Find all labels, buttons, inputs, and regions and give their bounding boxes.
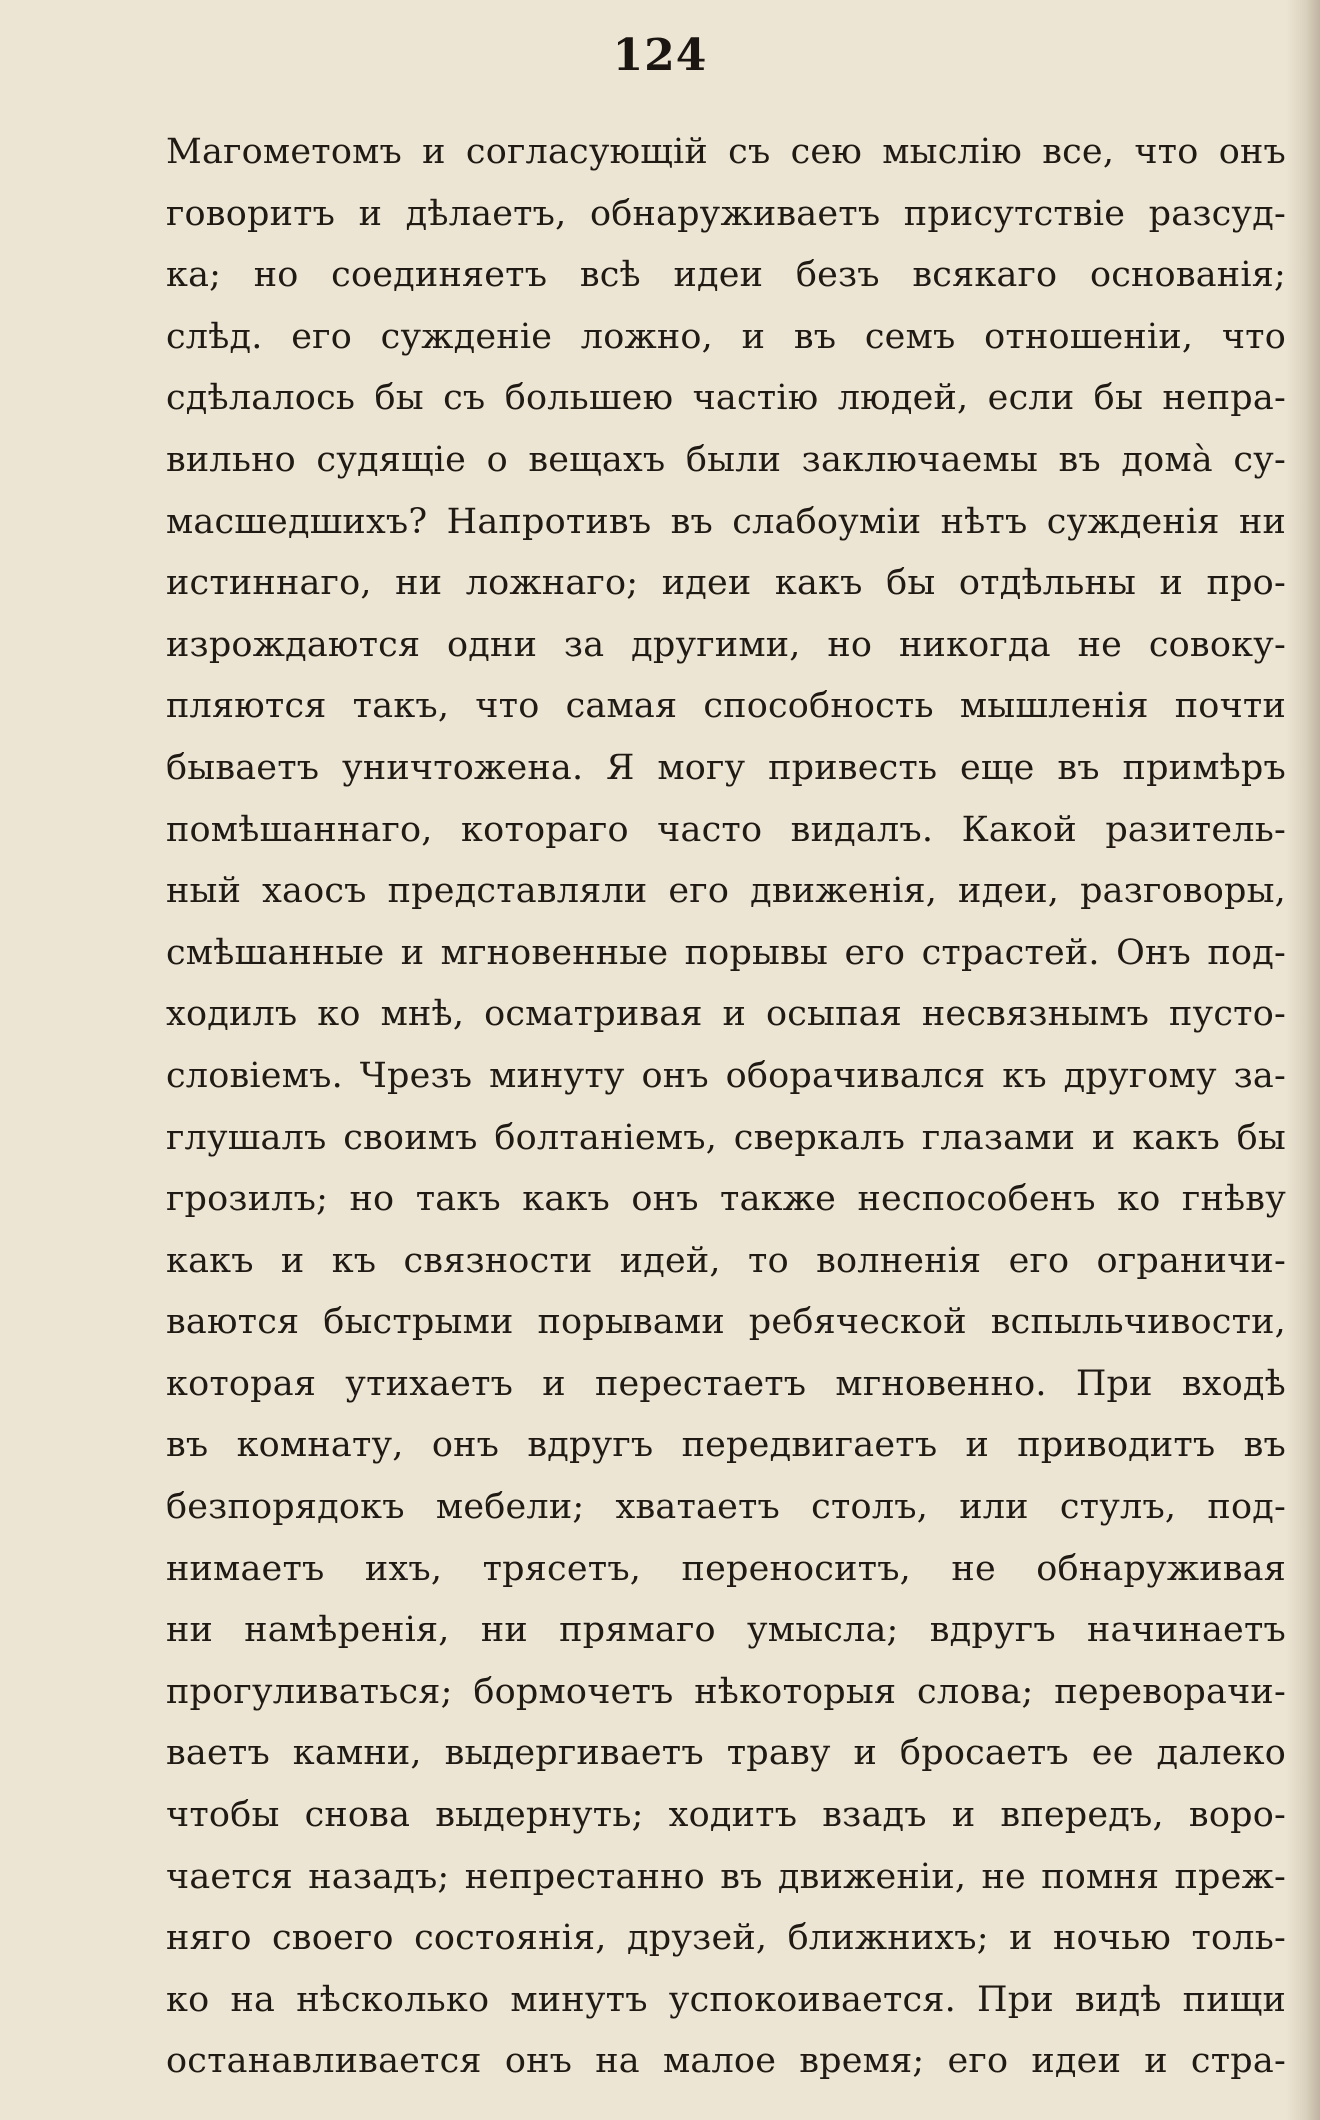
text-line: няго своего состоянія, друзей, ближнихъ; и ночью толь- xyxy=(166,1918,1286,1959)
text-line: масшедшихъ? Напротивъ въ слабоуміи нѣтъ сужденія ни xyxy=(166,501,1286,542)
text-line: Магометомъ и согласующій съ сею мыслію все, что онъ xyxy=(166,132,1286,172)
text-line: ваются быстрыми порывами ребяческой вспыльчивости, xyxy=(166,1302,1286,1343)
text-line: въ комнату, онъ вдругъ передвигаетъ и приводитъ въ xyxy=(166,1425,1286,1466)
text-line: изрождаются одни за другими, но никогда не совоку- xyxy=(166,624,1286,665)
text-line: глушалъ своимъ болтаніемъ, сверкалъ глазами и какъ бы xyxy=(166,1117,1286,1158)
text-line: вильно судящіе о вещахъ были заключаемы въ домà су- xyxy=(166,439,1286,480)
text-line: чтобы снова выдернуть; ходитъ взадъ и впередъ, воро- xyxy=(166,1795,1286,1836)
text-line: пляются такъ, что самая способность мышленія почти xyxy=(166,686,1286,727)
text-line: безпорядокъ мебели; хватаетъ столъ, или стулъ, под- xyxy=(166,1487,1286,1528)
text-line: чается назадъ; непрестанно въ движеніи, не помня преж- xyxy=(166,1856,1286,1897)
text-line: ходилъ ко мнѣ, осматривая и осыпая несвязнымъ пусто- xyxy=(166,994,1286,1035)
text-line: какъ и къ связности идей, то волненія его ограничи- xyxy=(166,1240,1286,1281)
text-line: слѣд. его сужденіе ложно, и въ семъ отношеніи, что xyxy=(166,316,1286,357)
text-line: ка; но соединяетъ всѣ идеи безъ всякаго основанія; xyxy=(166,255,1286,296)
text-line: помѣшаннаго, котораго часто видалъ. Какой разитель- xyxy=(166,809,1286,850)
text-line: сдѣлалось бы съ большею частію людей, если бы непра- xyxy=(166,378,1286,419)
body-text xyxy=(166,122,1286,2093)
text-line: грозилъ; но такъ какъ онъ также неспособенъ ко гнѣву xyxy=(166,1179,1286,1220)
text-line: которая утихаетъ и перестаетъ мгновенно. При входѣ xyxy=(166,1363,1286,1404)
page-edge-shadow xyxy=(1286,0,1320,2120)
text-line: ный хаосъ представляли его движенія, идеи, разговоры, xyxy=(166,871,1286,912)
text-line: прогуливаться; бормочетъ нѣкоторыя слова; переворачи- xyxy=(166,1671,1286,1712)
text-line: смѣшанные и мгновенные порывы его страстей. Онъ под- xyxy=(166,932,1286,973)
text-line: словіемъ. Чрезъ минуту онъ оборачивался къ другому за- xyxy=(166,1055,1286,1096)
text-line: нимаетъ ихъ, трясетъ, переноситъ, не обнаруживая xyxy=(166,1548,1286,1589)
text-line: ни намѣренія, ни прямаго умысла; вдругъ начинаетъ xyxy=(166,1610,1286,1651)
text-line: говоритъ и дѣлаетъ, обнаруживаетъ присутствіе разсуд- xyxy=(166,193,1286,234)
text-line: бываетъ уничтожена. Я могу привесть еще въ примѣръ xyxy=(166,747,1286,788)
text-line: останавливается онъ на малое время; его идеи и стра- xyxy=(166,2041,1286,2082)
text-line: ко на нѣсколько минутъ успокоивается. При видѣ пищи xyxy=(166,1979,1286,2020)
text-line: ваетъ камни, выдергиваетъ траву и бросаетъ ее далеко xyxy=(166,1733,1286,1774)
text-line: истиннаго, ни ложнаго; идеи какъ бы отдѣльны и про- xyxy=(166,563,1286,604)
page-number: 124 xyxy=(612,30,708,81)
